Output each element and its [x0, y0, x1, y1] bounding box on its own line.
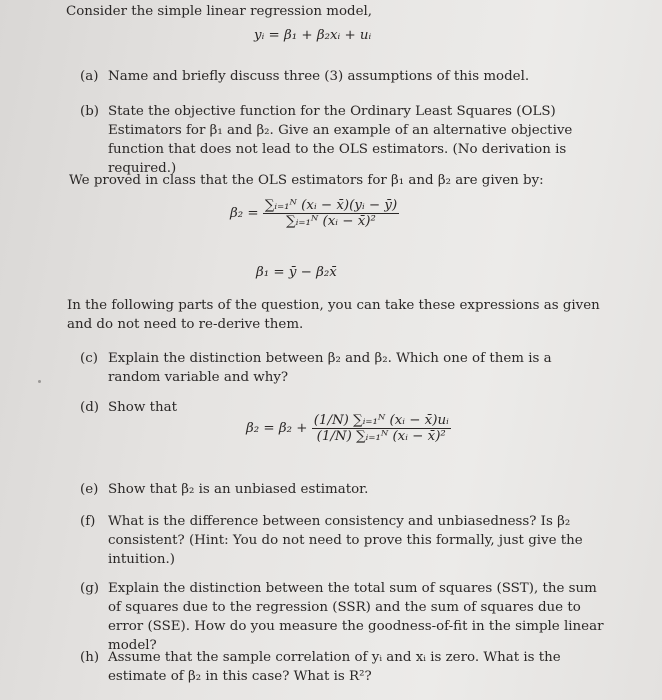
d-lhs: β₂ = β₂ +: [246, 421, 308, 436]
beta2-fraction: [263, 198, 399, 229]
item-a-text: Name and briefly discuss three (3) assumptions of this model.: [108, 69, 530, 84]
item-b-text: State the objective function for the Ordinary Least Squares (OLS) Estimators for β₁ and β₂. Give an example of an alternative objective function that does not lead to the OLS estimators. (No derivation is required.): [108, 104, 573, 176]
item-f-label: (f): [80, 514, 96, 529]
item-g-text: Explain the distinction between the total sum of squares (SST), the sum of squares due to the regression (SSR) and the sum of squares due to error (SSE). How do you measure the goodness-of-fit in the simple linear model?: [108, 581, 604, 653]
following-text: In the following parts of the question, you can take these expressions as given and do not need to re-derive them.: [67, 298, 600, 332]
beta1-estimator-eq: β₁ = ȳ − β₂x̄: [256, 265, 337, 280]
item-f-text: What is the difference between consistency and unbiasedness? Is β₂ consistent? (Hint: You do not need to prove this formally, just give the intuition.): [108, 514, 583, 567]
item-b-label: (b): [80, 104, 100, 119]
proved-text: We proved in class that the OLS estimators for β₁ and β₂ are given by:: [69, 173, 544, 188]
beta2-lhs: β₂ =: [230, 206, 259, 221]
item-d-text: Show that: [108, 400, 177, 415]
beta2-numerator: ∑ᵢ₌₁ᴺ (xᵢ − x̄)(yᵢ − ȳ): [264, 198, 398, 213]
d-numerator: (1/N) ∑ᵢ₌₁ᴺ (xᵢ − x̄)uᵢ: [313, 413, 449, 428]
beta2-decomposition-eq: [246, 413, 451, 444]
d-denominator: (1/N) ∑ᵢ₌₁ᴺ (xᵢ − x̄)²: [316, 429, 446, 444]
item-g-label: (g): [80, 581, 100, 596]
d-fraction: [312, 413, 451, 444]
item-e-text: Show that β₂ is an unbiased estimator.: [108, 482, 369, 497]
item-c-label: (c): [80, 351, 98, 366]
item-e-label: (e): [80, 482, 99, 497]
item-h-text: Assume that the sample correlation of yᵢ and xᵢ is zero. What is the estimate of β₂ in this case? What is R²?: [108, 650, 561, 684]
beta2-estimator-eq: [230, 198, 399, 229]
item-c-text: Explain the distinction between β₂ and β₂. Which one of them is a random variable and why?: [108, 351, 552, 385]
intro-text: Consider the simple linear regression model,: [66, 4, 373, 19]
beta2-denominator: ∑ᵢ₌₁ᴺ (xᵢ − x̄)²: [286, 214, 376, 229]
model-equation: yᵢ = β₁ + β₂xᵢ + uᵢ: [254, 28, 372, 43]
item-a-label: (a): [80, 69, 99, 84]
paper-speck: [38, 380, 41, 383]
item-d-label: (d): [80, 400, 100, 415]
item-h-label: (h): [80, 650, 100, 665]
